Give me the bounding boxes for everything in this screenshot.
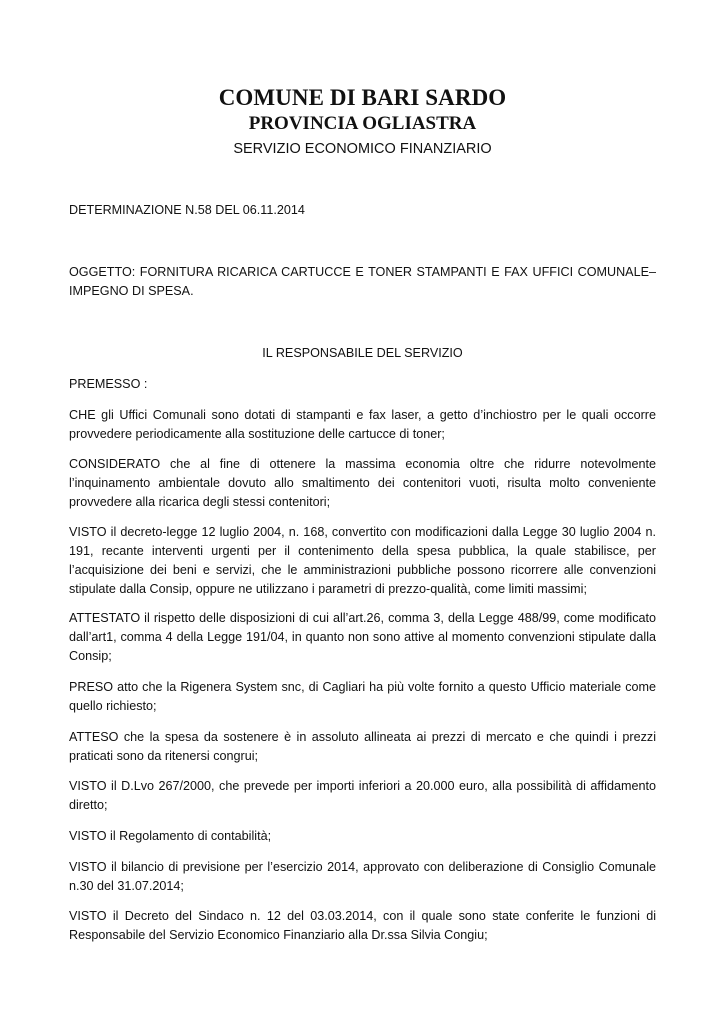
paragraph-visto-decreto-sindaco: VISTO il Decreto del Sindaco n. 12 del 03.03.2014, con il quale sono state conferite le funzioni di Responsabile del Servizio Economico Finanziario alla Dr.ssa Silvia Congiu; xyxy=(69,909,656,942)
paragraph-visto-dlvo: VISTO il D.Lvo 267/2000, che prevede per importi inferiori a 20.000 euro, alla possibilità di affidamento diretto; xyxy=(69,779,656,812)
province-title: PROVINCIA OGLIASTRA xyxy=(248,113,477,134)
service-title: SERVIZIO ECONOMICO FINANZIARIO xyxy=(233,141,492,157)
paragraph-visto-regolamento: VISTO il Regolamento di contabilità; xyxy=(69,829,272,843)
premise-label: PREMESSO : xyxy=(69,377,148,391)
document-header xyxy=(0,84,725,159)
paragraph-atteso: ATTESO che la spesa da sostenere è in assoluto allineata ai prezzi di mercato e che quindi i prezzi praticati sono da ritenersi congrui; xyxy=(69,730,656,763)
paragraph-che: CHE gli Uffici Comunali sono dotati di stampanti e fax laser, a getto d’inchiostro per le quali occorre provvedere periodicamente alla sostituzione delle cartucce di toner; xyxy=(69,408,656,441)
paragraph-attestato: ATTESTATO il rispetto delle disposizioni di cui all’art.26, comma 3, della Legge 488/99, come modificato dall’art1, comma 4 della Legge 191/04, in quanto non sono attive al momento convenzioni stipulate dalla Consip; xyxy=(69,611,656,663)
determination-number: DETERMINAZIONE N.58 DEL 06.11.2014 xyxy=(69,203,305,217)
paragraph-considerato: CONSIDERATO che al fine di ottenere la massima economia oltre che ridurre notevolmente l’inquinamento ambientale dovuto allo smaltimento dei contenitori vuoti, risulta molto conveniente provvedere alla ricarica degli stessi contenitori; xyxy=(69,457,656,509)
municipality-title: COMUNE DI BARI SARDO xyxy=(218,85,507,110)
paragraph-visto-decreto-legge: VISTO il decreto-legge 12 luglio 2004, n. 168, convertito con modificazioni dalla Legge 30 luglio 2004 n. 191, recante interventi urgenti per il contenimento della spesa pubblica, la quale stabilisce, per l’acquisizione dei beni e servizi, che le amministrazioni pubbliche possono ricorrere alle convenzioni stipulate dalla Consip, oppure ne utilizzano i parametri di prezzo-qualità, come limiti massimi; xyxy=(69,525,656,596)
paragraph-preso-atto: PRESO atto che la Rigenera System snc, di Cagliari ha più volte fornito a questo Ufficio materiale come quello richiesto; xyxy=(69,680,656,713)
subject-line: OGGETTO: FORNITURA RICARICA CARTUCCE E TONER STAMPANTI E FAX UFFICI COMUNALE–IMPEGNO DI SPESA. xyxy=(69,265,656,298)
responsible-heading: IL RESPONSABILE DEL SERVIZIO xyxy=(262,346,463,360)
paragraph-visto-bilancio: VISTO il bilancio di previsione per l’esercizio 2014, approvato con deliberazione di Consiglio Comunale n.30 del 31.07.2014; xyxy=(69,860,656,893)
